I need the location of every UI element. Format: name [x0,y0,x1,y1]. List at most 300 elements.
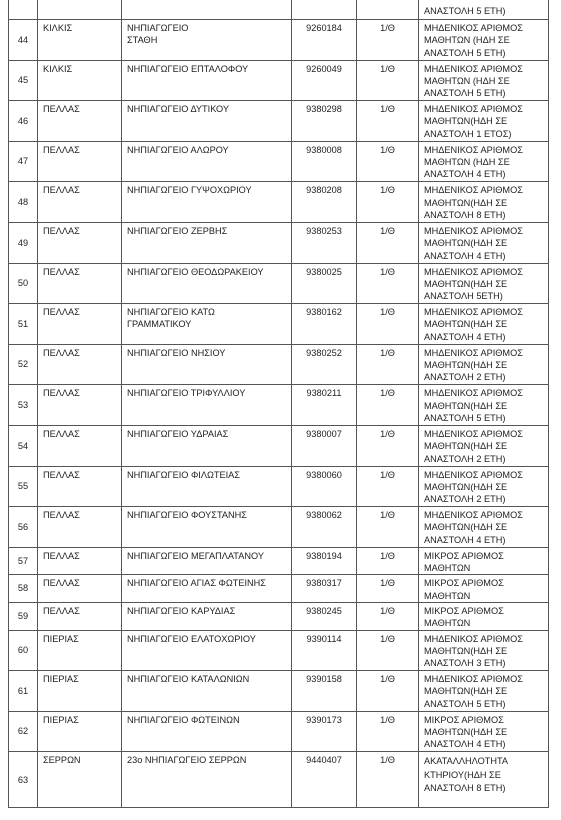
school-type: 1/Θ [380,185,395,196]
school-name-cell [122,507,292,548]
row-number: 55 [17,481,29,492]
school-type: 1/Θ [380,307,395,318]
row-number-cell [9,385,38,426]
school-name-line: ΝΗΠΙΑΓΩΓΕΙΟ ΚΑΡΥΔΙΑΣ [127,605,236,616]
row-number-cell [9,671,38,712]
school-name-cell [122,385,292,426]
reason-cell [419,752,549,808]
school-code: 9440407 [306,755,342,766]
reason-line: ΜΑΘΗΤΩΝ(ΗΔΗ ΣΕ [424,441,508,452]
school-code: 9380194 [306,550,342,561]
reason-line: ΜΑΘΗΤΩΝ (ΗΔΗ ΣΕ [424,75,510,86]
school-type-cell [357,575,419,603]
table-row [9,711,549,752]
row-number: 49 [17,237,29,248]
school-code-cell [292,752,357,808]
school-code-cell [292,711,357,752]
reason-line: ΜΑΘΗΤΩΝ [424,563,471,574]
reason-line: ΜΑΘΗΤΩΝ(ΗΔΗ ΣΕ [424,238,508,249]
school-name-cell [122,425,292,466]
region-name: ΠΕΛΛΑΣ [43,428,80,439]
table-row [9,182,549,223]
region-cell [38,575,122,603]
school-type-cell [357,466,419,507]
row-number-cell [9,507,38,548]
school-type: 1/Θ [380,388,395,399]
school-type: 1/Θ [380,550,395,561]
reason-cell [419,20,549,61]
table-row [9,101,549,142]
region-name: ΠΕΛΛΑΣ [43,347,80,358]
school-name-cell [122,602,292,630]
school-name-line: ΝΗΠΙΑΓΩΓΕΙΟ ΥΔΡΑΙΑΣ [127,428,229,439]
region-name: ΠΕΛΛΑΣ [43,510,80,521]
table-row [9,425,549,466]
row-number-cell [9,101,38,142]
row-number-cell [9,602,38,630]
region-name: ΚΙΛΚΙΣ [43,63,73,74]
school-type-cell [357,602,419,630]
reason-line: ΜΑΘΗΤΩΝ (ΗΔΗ ΣΕ [424,35,510,46]
school-type-cell [357,507,419,548]
school-name-cell [122,0,292,20]
school-name-cell [122,547,292,575]
school-code: 9380253 [306,225,342,236]
row-number: 51 [17,318,29,329]
row-number: 57 [17,555,29,566]
row-number-cell [9,304,38,345]
region-name: ΚΙΛΚΙΣ [43,23,73,33]
school-type: 1/Θ [380,755,395,766]
school-code: 9390114 [306,633,342,644]
region-name: ΠΕΛΛΑΣ [43,550,80,561]
school-name-line: ΝΗΠΙΑΓΩΓΕΙΟ ΦΩΤΕΙΝΩΝ [127,714,240,725]
reason-line: ΜΗΔΕΝΙΚΟΣ ΑΡΙΘΜΟΣ [424,633,523,644]
reason-cell [419,385,549,426]
school-type-cell [357,101,419,142]
region-name: ΠΕΛΛΑΣ [43,469,80,480]
reason-line: ΜΗΔΕΝΙΚΟΣ ΑΡΙΘΜΟΣ [424,225,523,236]
school-code: 9380298 [306,104,342,115]
reason-line: ΑΝΑΣΤΟΛΗ 1 ΕΤΟΣ) [424,128,512,139]
region-cell [38,602,122,630]
school-name-line: ΝΗΠΙΑΓΩΓΕΙΟ ΖΕΡΒΗΣ [127,225,228,236]
region-cell [38,547,122,575]
reason-cell [419,182,549,223]
school-name-line: ΓΡΑΜΜΑΤΙΚΟΥ [127,319,192,330]
reason-line: ΜΙΚΡΟΣ ΑΡΙΘΜΟΣ [424,550,504,561]
school-code: 9380062 [306,510,342,521]
school-type-cell [357,752,419,808]
row-number: 47 [17,156,29,167]
school-type-cell [357,60,419,101]
school-type: 1/Θ [380,104,395,115]
school-name-line: ΝΗΠΙΑΓΩΓΕΙΟ ΑΓΙΑΣ ΦΩΤΕΙΝΗΣ [127,578,266,589]
region-cell [38,630,122,671]
reason-cell [419,575,549,603]
reason-cell [419,466,549,507]
reason-line: ΜΗΔΕΝΙΚΟΣ ΑΡΙΘΜΟΣ [424,266,523,277]
school-code: 9380245 [306,605,342,616]
school-type-cell [357,425,419,466]
reason-line: ΑΝΑΣΤΟΛΗ 4 ΕΤΗ) [424,169,506,180]
row-number-cell [9,182,38,223]
row-number-cell [9,20,38,61]
school-name-cell [122,711,292,752]
reason-line: ΜΗΔΕΝΙΚΟΣ ΑΡΙΘΜΟΣ [424,63,523,74]
school-code-cell [292,0,357,20]
table-row [9,671,549,712]
reason-line: ΜΑΘΗΤΩΝ (ΗΔΗ ΣΕ [424,157,510,168]
school-type: 1/Θ [380,674,395,685]
school-type-cell [357,630,419,671]
school-code-cell [292,304,357,345]
school-name-line: ΝΗΠΙΑΓΩΓΕΙΟ ΝΗΣΙΟΥ [127,347,226,358]
school-code: 9390158 [306,674,342,685]
row-number: 59 [17,611,29,622]
table-row [9,344,549,385]
school-code: 9380025 [306,266,342,277]
row-number-cell [9,630,38,671]
region-name: ΠΕΛΛΑΣ [43,307,80,318]
reason-line: ΜΑΘΗΤΩΝ(ΗΔΗ ΣΕ [424,522,508,533]
region-name: ΠΕΛΛΑΣ [43,144,80,155]
reason-line: ΑΝΑΣΤΟΛΗ 2 ΕΤΗ) [424,372,506,383]
school-code: 9380162 [306,307,342,318]
reason-cell [419,263,549,304]
school-name-line: ΝΗΠΙΑΓΩΓΕΙΟ [127,23,189,33]
school-code: 9260184 [306,23,342,33]
reason-cell [419,711,549,752]
region-cell [38,182,122,223]
school-code: 9260049 [306,63,342,74]
row-number: 63 [17,774,29,785]
school-name-cell [122,466,292,507]
school-name-line: ΝΗΠΙΑΓΩΓΕΙΟ ΤΡΙΦΥΛΛΙΟΥ [127,388,246,399]
table-row [9,752,549,808]
table-row [9,385,549,426]
school-name-cell [122,60,292,101]
region-cell [38,101,122,142]
region-cell [38,385,122,426]
reason-cell [419,547,549,575]
school-name-cell [122,752,292,808]
reason-line: ΜΑΘΗΤΩΝ(ΗΔΗ ΣΕ [424,726,508,737]
reason-line: ΜΗΔΕΝΙΚΟΣ ΑΡΙΘΜΟΣ [424,388,523,399]
school-type-cell [357,711,419,752]
school-code-cell [292,602,357,630]
reason-line: ΑΝΑΣΤΟΛΗ 3 ΕΤΗ) [424,658,506,669]
reason-cell [419,222,549,263]
school-type-cell [357,182,419,223]
school-type: 1/Θ [380,23,395,33]
school-type: 1/Θ [380,605,395,616]
school-code: 9380317 [306,578,342,589]
region-cell [38,752,122,808]
school-name-cell [122,304,292,345]
school-code-cell [292,222,357,263]
table-row [9,547,549,575]
row-number: 60 [17,645,29,656]
region-name: ΠΕΛΛΑΣ [43,605,80,616]
school-code: 9380211 [306,388,342,399]
region-name: ΠΙΕΡΙΑΣ [43,714,79,725]
table-row [9,466,549,507]
region-cell [38,222,122,263]
school-name-line: ΝΗΠΙΑΓΩΓΕΙΟ ΕΛΑΤΟΧΩΡΙΟΥ [127,633,256,644]
school-type-cell [357,671,419,712]
school-code-cell [292,20,357,61]
row-number-cell [9,60,38,101]
school-code-cell [292,60,357,101]
region-name: ΠΙΕΡΙΑΣ [43,674,79,685]
row-number-cell [9,222,38,263]
school-name-line: ΝΗΠΙΑΓΩΓΕΙΟ ΜΕΓΑΠΛΑΤΑΝΟΥ [127,550,264,561]
region-cell [38,0,122,20]
school-name-line: ΝΗΠΙΑΓΩΓΕΙΟ ΓΥΨΟΧΩΡΙΟΥ [127,185,252,196]
school-name-line: ΝΗΠΙΑΓΩΓΕΙΟ ΑΛΩΡΟΥ [127,144,229,155]
reason-line: ΜΑΘΗΤΩΝ(ΗΔΗ ΣΕ [424,116,508,127]
row-number-cell [9,263,38,304]
reason-cell [419,101,549,142]
school-type-cell [357,263,419,304]
table-row [9,0,549,20]
school-code: 9380007 [306,428,342,439]
table-row [9,141,549,182]
reason-line: ΑΝΑΣΤΟΛΗ 4 ΕΤΗ) [424,534,506,545]
school-type: 1/Θ [380,428,395,439]
reason-line: ΜΙΚΡΟΣ ΑΡΙΘΜΟΣ [424,578,504,589]
row-number-cell [9,344,38,385]
region-cell [38,425,122,466]
school-name-cell [122,101,292,142]
reason-cell [419,0,549,20]
reason-line: ΚΤΗΡΙΟΥ(ΗΔΗ ΣΕ [424,769,501,780]
school-name-line: ΣΤΑΘΗ [127,35,158,46]
reason-line: ΜΗΔΕΝΙΚΟΣ ΑΡΙΘΜΟΣ [424,469,523,480]
school-name-cell [122,671,292,712]
reason-line: ΑΝΑΣΤΟΛΗ 4 ΕΤΗ) [424,331,506,342]
school-type: 1/Θ [380,63,395,74]
region-name: ΠΕΛΛΑΣ [43,225,80,236]
reason-cell [419,141,549,182]
table-row [9,263,549,304]
school-name-cell [122,575,292,603]
school-code-cell [292,630,357,671]
school-type: 1/Θ [380,144,395,155]
row-number-cell [9,141,38,182]
region-name: ΠΕΛΛΑΣ [43,578,80,589]
reason-line: ΜΙΚΡΟΣ ΑΡΙΘΜΟΣ [424,605,504,616]
row-number: 58 [17,583,29,594]
reason-line: ΜΗΔΕΝΙΚΟΣ ΑΡΙΘΜΟΣ [424,144,523,155]
school-code: 9380252 [306,347,342,358]
reason-line: ΜΑΘΗΤΩΝ(ΗΔΗ ΣΕ [424,400,508,411]
reason-line: ΜΑΘΗΤΩΝ(ΗΔΗ ΣΕ [424,360,508,371]
school-code-cell [292,671,357,712]
row-number-cell [9,0,38,20]
region-cell [38,344,122,385]
school-name-cell [122,344,292,385]
table-row [9,575,549,603]
reason-line: ΑΝΑΣΤΟΛΗ 2 ΕΤΗ) [424,453,506,464]
school-type: 1/Θ [380,714,395,725]
school-name-cell [122,20,292,61]
region-cell [38,304,122,345]
reason-line: ΜΑΘΗΤΩΝ(ΗΔΗ ΣΕ [424,197,508,208]
table-row [9,602,549,630]
school-name-line: 23ο ΝΗΠΙΑΓΩΓΕΙΟ ΣΕΡΡΩΝ [127,755,247,766]
school-type-cell [357,0,419,20]
school-type-cell [357,20,419,61]
school-name-cell [122,182,292,223]
table-row [9,304,549,345]
reason-line: ΜΑΘΗΤΩΝ(ΗΔΗ ΣΕ [424,481,508,492]
region-cell [38,141,122,182]
row-number-cell [9,711,38,752]
school-name-line: ΝΗΠΙΑΓΩΓΕΙΟ ΚΑΤΩ [127,307,215,318]
school-code-cell [292,263,357,304]
row-number-cell [9,466,38,507]
school-name-cell [122,141,292,182]
school-type-cell [357,304,419,345]
row-number-cell [9,425,38,466]
school-code-cell [292,507,357,548]
reason-cell [419,425,549,466]
region-name: ΠΕΛΛΑΣ [43,104,80,115]
school-name-line: ΝΗΠΙΑΓΩΓΕΙΟ ΚΑΤΑΛΩΝΙΩΝ [127,674,250,685]
school-code-cell [292,575,357,603]
school-type-cell [357,344,419,385]
reason-line: ΜΗΔΕΝΙΚΟΣ ΑΡΙΘΜΟΣ [424,23,523,33]
reason-line: ΑΝΑΣΤΟΛΗ 5 ΕΤΗ) [424,698,506,709]
school-name-cell [122,263,292,304]
school-type: 1/Θ [380,347,395,358]
reason-cell [419,304,549,345]
row-number: 48 [17,197,29,208]
row-number: 52 [17,359,29,370]
row-number: 46 [17,115,29,126]
school-type: 1/Θ [380,633,395,644]
region-name: ΣΕΡΡΩΝ [43,755,81,766]
school-name-line: ΝΗΠΙΑΓΩΓΕΙΟ ΦΟΥΣΤΑΝΗΣ [127,510,247,521]
region-name: ΠΕΛΛΑΣ [43,266,80,277]
row-number: 53 [17,399,29,410]
reason-line: ΜΑΘΗΤΩΝ [424,590,471,601]
row-number: 54 [17,440,29,451]
school-name-line: ΝΗΠΙΑΓΩΓΕΙΟ ΦΙΛΩΤΕΙΑΣ [127,469,240,480]
reason-cell [419,507,549,548]
school-name-line: ΝΗΠΙΑΓΩΓΕΙΟ ΔΥΤΙΚΟΥ [127,104,230,115]
school-type-cell [357,141,419,182]
table-row [9,507,549,548]
school-type-cell [357,385,419,426]
reason-line: ΑΝΑΣΤΟΛΗ 5 ΕΤΗ) [424,5,506,16]
reason-line: ΑΝΑΣΤΟΛΗ 8 ΕΤΗ) [424,209,506,220]
reason-cell [419,671,549,712]
school-name-line: ΝΗΠΙΑΓΩΓΕΙΟ ΕΠΤΑΛΟΦΟΥ [127,63,249,74]
school-code: 9380060 [306,469,342,480]
row-number: 62 [17,726,29,737]
region-name: ΠΙΕΡΙΑΣ [43,633,79,644]
reason-line: ΑΝΑΣΤΟΛΗ 5 ΕΤΗ) [424,412,506,423]
school-code: 9380208 [306,185,342,196]
row-number: 56 [17,521,29,532]
table-body [9,0,549,808]
reason-line: ΜΗΔΕΝΙΚΟΣ ΑΡΙΘΜΟΣ [424,674,523,685]
school-code-cell [292,385,357,426]
reason-line: ΑΝΑΣΤΟΛΗ 8 ΕΤΗ) [424,783,506,794]
table-row [9,222,549,263]
reason-line: ΑΝΑΣΤΟΛΗ 5 ΕΤΗ) [424,47,506,58]
school-name-line: ΝΗΠΙΑΓΩΓΕΙΟ ΘΕΟΔΩΡΑΚΕΙΟΥ [127,266,264,277]
row-number-cell [9,752,38,808]
school-name-cell [122,630,292,671]
school-code-cell [292,101,357,142]
row-number: 44 [17,34,29,45]
table-row [9,60,549,101]
school-type: 1/Θ [380,225,395,236]
region-cell [38,466,122,507]
reason-line: ΜΑΘΗΤΩΝ(ΗΔΗ ΣΕ [424,686,508,697]
region-name: ΠΕΛΛΑΣ [43,185,80,196]
reason-line: ΜΑΘΗΤΩΝ [424,618,471,629]
school-name-cell [122,222,292,263]
row-number: 45 [17,75,29,86]
school-code-cell [292,425,357,466]
reason-line: ΑΝΑΣΤΟΛΗ 5 ΕΤΗ) [424,88,506,99]
school-type: 1/Θ [380,510,395,521]
reason-line: ΑΝΑΣΤΟΛΗ 5ΕΤΗ) [424,291,503,302]
region-cell [38,263,122,304]
reason-line: ΑΝΑΣΤΟΛΗ 2 ΕΤΗ) [424,494,506,505]
row-number-cell [9,575,38,603]
reason-line: ΜΗΔΕΝΙΚΟΣ ΑΡΙΘΜΟΣ [424,185,523,196]
reason-cell [419,630,549,671]
region-cell [38,507,122,548]
school-type: 1/Θ [380,266,395,277]
school-code: 9390173 [306,714,342,725]
school-type: 1/Θ [380,578,395,589]
region-name: ΠΕΛΛΑΣ [43,388,80,399]
reason-cell [419,60,549,101]
region-cell [38,711,122,752]
reason-line: ΑΝΑΣΤΟΛΗ 4 ΕΤΗ) [424,250,506,261]
reason-line: ΜΙΚΡΟΣ ΑΡΙΘΜΟΣ [424,714,504,725]
reason-line: ΜΗΔΕΝΙΚΟΣ ΑΡΙΘΜΟΣ [424,307,523,318]
school-code-cell [292,141,357,182]
reason-line: ΜΗΔΕΝΙΚΟΣ ΑΡΙΘΜΟΣ [424,104,523,115]
school-code-cell [292,344,357,385]
reason-line: ΜΑΘΗΤΩΝ(ΗΔΗ ΣΕ [424,645,508,656]
school-type: 1/Θ [380,469,395,480]
table-row [9,20,549,61]
school-code: 9380008 [306,144,342,155]
row-number: 61 [17,685,29,696]
school-type-cell [357,547,419,575]
reason-line: ΜΑΘΗΤΩΝ(ΗΔΗ ΣΕ [424,319,508,330]
kindergarten-table [8,0,549,808]
region-cell [38,671,122,712]
reason-cell [419,602,549,630]
school-code-cell [292,466,357,507]
row-number-cell [9,547,38,575]
table-row [9,630,549,671]
reason-cell [419,344,549,385]
row-number: 50 [17,278,29,289]
region-cell [38,20,122,61]
reason-line: ΑΝΑΣΤΟΛΗ 4 ΕΤΗ) [424,739,506,750]
